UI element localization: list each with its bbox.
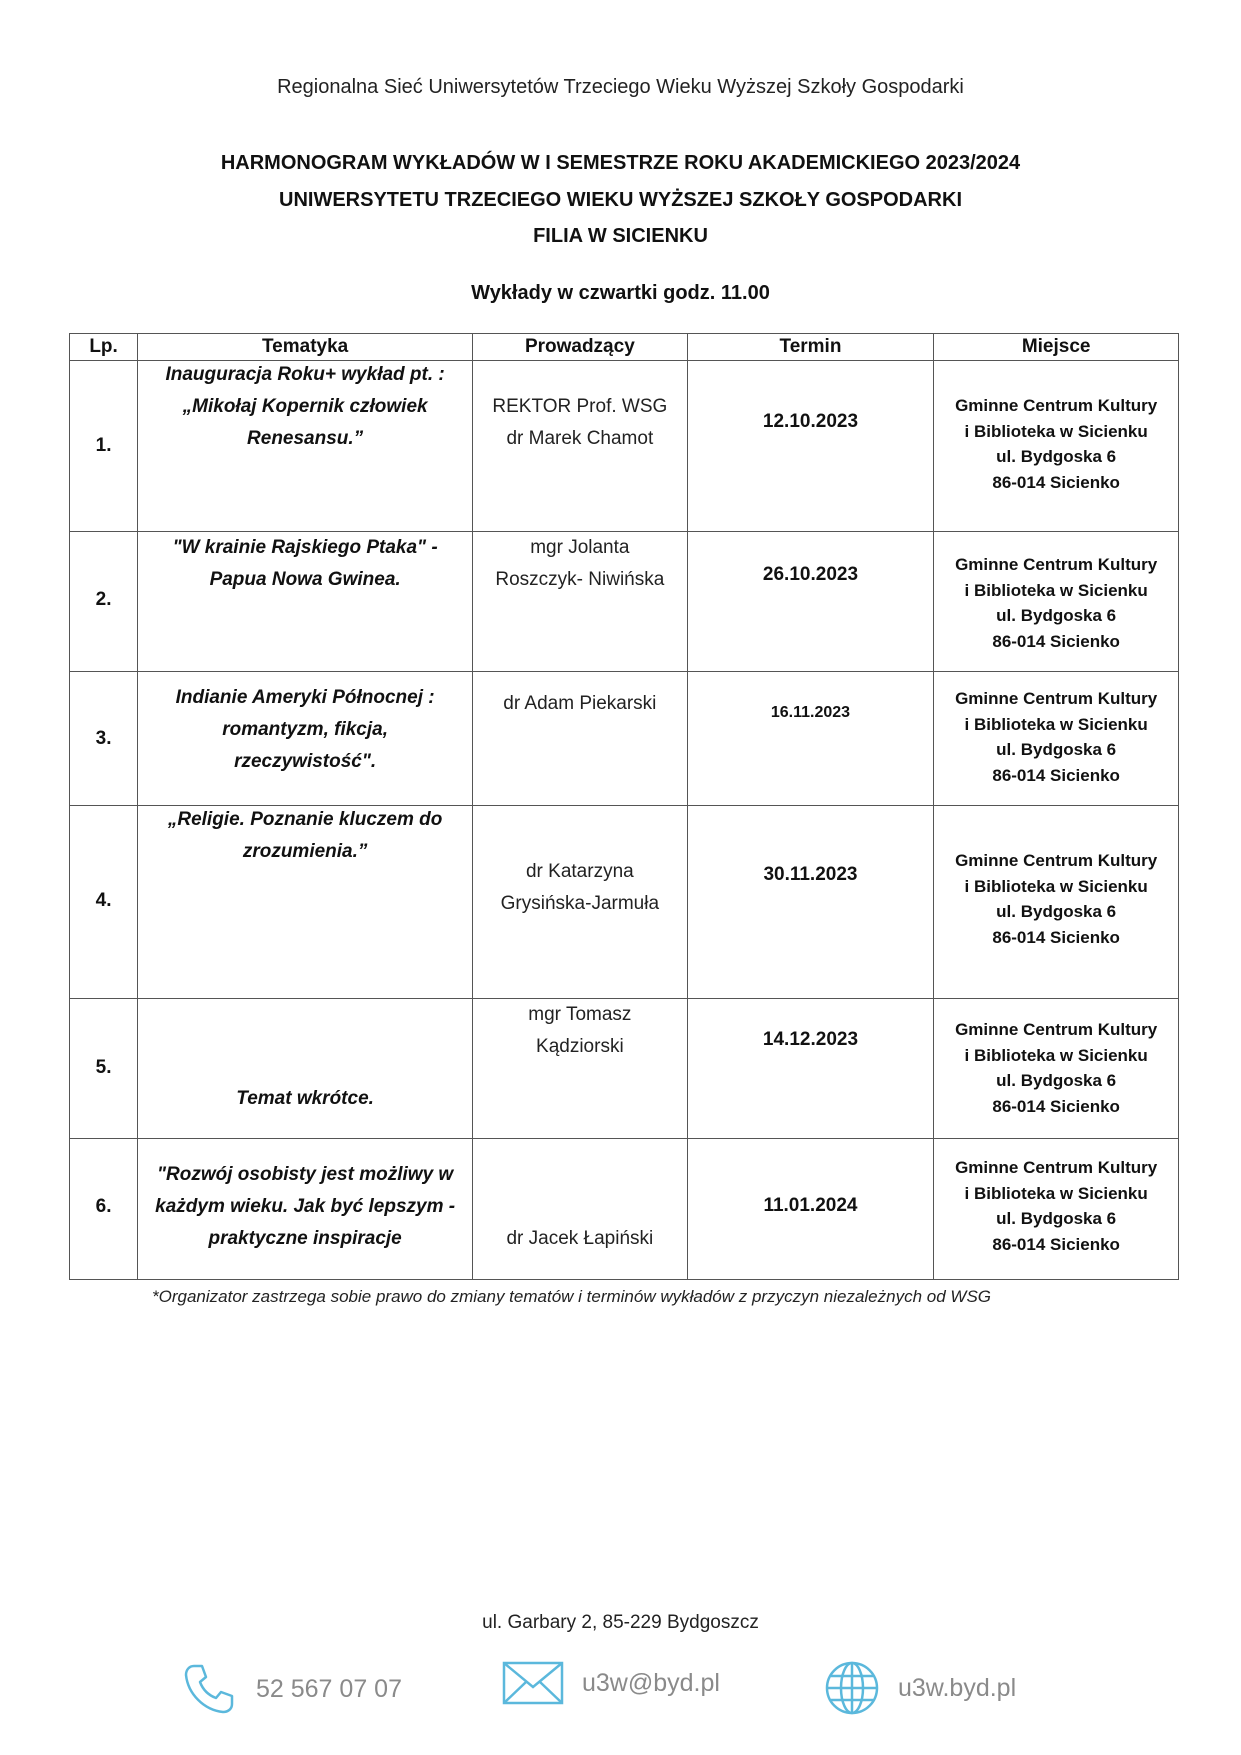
table-row xyxy=(70,806,1179,999)
document-title-line-1: HARMONOGRAM WYKŁADÓW W I SEMESTRZE ROKU AKADEMICKIEGO 2023/2024 xyxy=(220,152,1021,174)
lecture-topic: "Rozwój osobisty jest możliwy w każdym wieku. Jak być lepszym - praktyczne inspiracje xyxy=(155,1164,456,1249)
lecturer-name: mgr Tomasz Kądziorski xyxy=(528,1004,632,1057)
footnote-disclaimer: *Organizator zastrzega sobie prawo do zmiany tematów i terminów wykładów z przyczyn niezależnych od WSG xyxy=(152,1287,992,1306)
lecture-date: 16.11.2023 xyxy=(770,704,851,721)
footer-email[interactable] xyxy=(502,1660,720,1706)
email-address[interactable]: u3w@byd.pl xyxy=(582,1668,720,1697)
lecture-topic: Inauguracja Roku+ wykład pt. : „Mikołaj Kopernik człowiek Renesansu.” xyxy=(165,364,445,449)
lecturer-name: dr Jacek Łapiński xyxy=(506,1228,654,1249)
lecturer-name: dr Adam Piekarski xyxy=(503,693,657,714)
lecture-topic: Indianie Ameryki Północnej : romantyzm, fikcja, rzeczywistość". xyxy=(175,687,435,772)
footer-phone xyxy=(180,1660,402,1718)
table-row xyxy=(70,361,1179,532)
document-title-line-2: UNIWERSYTETU TRZECIEGO WIEKU WYŻSZEJ SZKOŁY GOSPODARKI xyxy=(279,189,962,211)
lecture-topic: „Religie. Poznanie kluczem do zrozumienia.” xyxy=(167,809,443,862)
row-number: 3. xyxy=(95,728,112,749)
row-number: 1. xyxy=(95,435,112,456)
lecture-schedule-table xyxy=(69,333,1179,1280)
row-number: 5. xyxy=(95,1057,112,1078)
organization-name: Regionalna Sieć Uniwersytetów Trzeciego Wieku Wyższej Szkoły Gospodarki xyxy=(277,76,964,98)
mail-icon xyxy=(502,1660,564,1706)
row-number: 2. xyxy=(95,589,112,610)
lecturer-name: mgr Jolanta Roszczyk- Niwińska xyxy=(495,537,665,590)
column-header-lp: Lp. xyxy=(70,334,138,361)
lecture-place: Gminne Centrum Kultury i Biblioteka w Sicienku ul. Bydgoska 6 86-014 Sicienko xyxy=(955,689,1158,785)
lecture-place: Gminne Centrum Kultury i Biblioteka w Sicienku ul. Bydgoska 6 86-014 Sicienko xyxy=(955,555,1158,651)
row-number: 6. xyxy=(95,1196,112,1217)
lecture-place: Gminne Centrum Kultury i Biblioteka w Sicienku ul. Bydgoska 6 86-014 Sicienko xyxy=(955,851,1158,947)
column-header-date: Termin xyxy=(687,334,934,361)
lecture-date: 26.10.2023 xyxy=(762,564,859,585)
lecture-time-subtitle: Wykłady w czwartki godz. 11.00 xyxy=(471,282,770,304)
table-row xyxy=(70,532,1179,672)
column-header-lecturer: Prowadzący xyxy=(473,334,688,361)
document-title-line-3: FILIA W SICIENKU xyxy=(533,225,708,247)
phone-number: 52 567 07 07 xyxy=(256,1674,402,1703)
lecturer-name: dr Katarzyna Grysińska-Jarmuła xyxy=(500,861,660,914)
lecturer-name: REKTOR Prof. WSG dr Marek Chamot xyxy=(492,396,668,449)
phone-icon xyxy=(180,1660,238,1718)
lecture-place: Gminne Centrum Kultury i Biblioteka w Sicienku ul. Bydgoska 6 86-014 Sicienko xyxy=(955,1158,1158,1254)
globe-icon xyxy=(824,1660,880,1716)
lecture-topic: Temat wkrótce. xyxy=(236,1088,374,1109)
column-header-place: Miejsce xyxy=(934,334,1179,361)
table-row xyxy=(70,672,1179,806)
lecture-date: 14.12.2023 xyxy=(762,1029,859,1050)
lecture-date: 12.10.2023 xyxy=(762,411,859,432)
website-url[interactable]: u3w.byd.pl xyxy=(898,1673,1017,1702)
table-row xyxy=(70,999,1179,1139)
lecture-place: Gminne Centrum Kultury i Biblioteka w Sicienku ul. Bydgoska 6 86-014 Sicienko xyxy=(955,396,1158,492)
row-number: 4. xyxy=(95,890,112,911)
table-row xyxy=(70,1139,1179,1280)
lecture-place: Gminne Centrum Kultury i Biblioteka w Sicienku ul. Bydgoska 6 86-014 Sicienko xyxy=(955,1020,1158,1116)
lecture-topic: "W krainie Rajskiego Ptaka" - Papua Nowa Gwinea. xyxy=(172,537,438,590)
column-header-topic: Tematyka xyxy=(138,334,473,361)
lecture-date: 30.11.2023 xyxy=(763,864,858,885)
footer-website[interactable] xyxy=(824,1660,1016,1716)
footer-address: ul. Garbary 2, 85-229 Bydgoszcz xyxy=(482,1612,759,1633)
lecture-date: 11.01.2024 xyxy=(763,1195,858,1216)
table-header-row xyxy=(70,334,1179,361)
